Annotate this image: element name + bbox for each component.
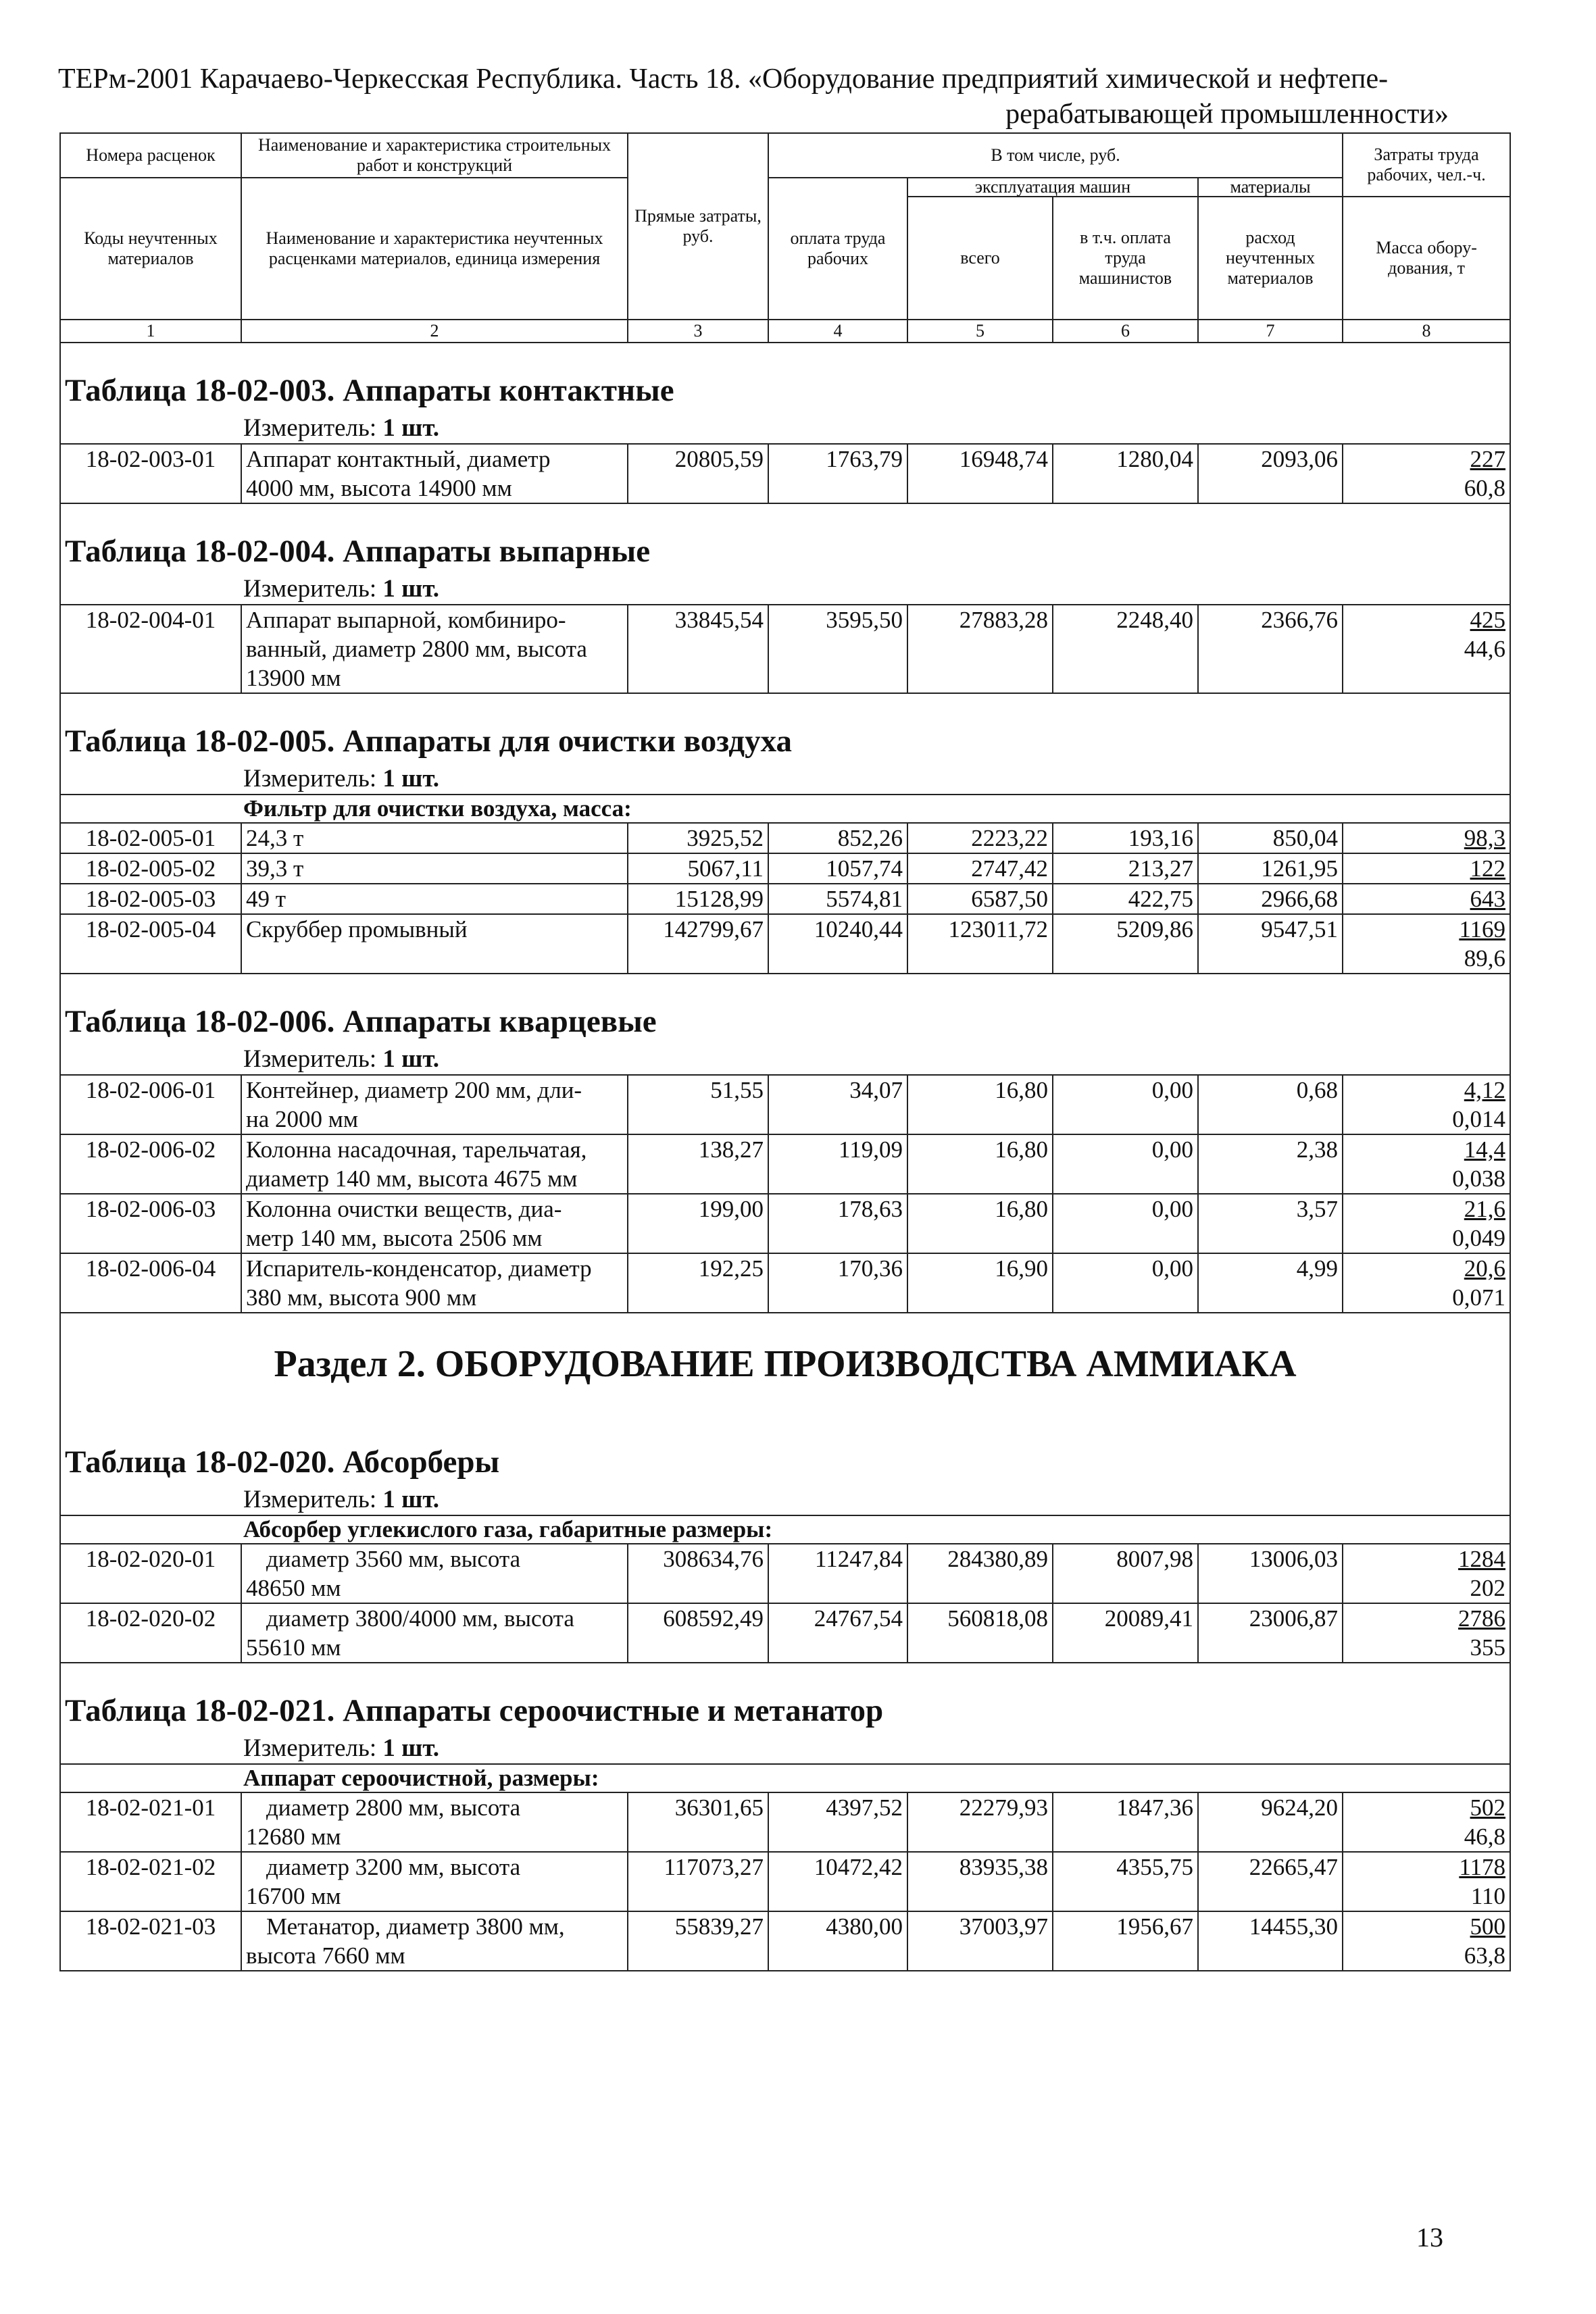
rate-name-line: диаметр 3200 мм, высота [266, 1854, 521, 1880]
rate-name-line: диаметр 3800/4000 мм, высота [266, 1605, 574, 1632]
rate-name-line: 39,3 т [246, 855, 304, 882]
labor-and-mass [1343, 823, 1510, 853]
mass-value: 0,038 [1452, 1165, 1506, 1192]
rate-name [241, 823, 628, 853]
table-title-row [60, 503, 1510, 574]
table-row [60, 853, 1510, 884]
section-title-row [60, 1313, 1510, 1415]
rate-code: 18-02-005-04 [60, 914, 241, 974]
measure-label: Измеритель: [243, 765, 377, 793]
value-c5: 22279,93 [907, 1792, 1053, 1852]
value-c4: 11247,84 [768, 1544, 907, 1603]
value-c3: 608592,49 [628, 1603, 768, 1663]
column-number: 6 [1053, 320, 1198, 343]
group-row [60, 1764, 1510, 1792]
rate-name-line: 4000 мм, высота 14900 мм [246, 475, 512, 501]
col8-top-header: Затраты труда рабочих, чел.-ч. [1343, 133, 1510, 197]
rate-name-line: диаметр 2800 мм, высота [266, 1794, 521, 1821]
rate-name [241, 444, 628, 503]
value-c3: 33845,54 [628, 605, 768, 693]
rate-name-line: Колонна очистки веществ, диа- [246, 1196, 562, 1222]
value-c4: 34,07 [768, 1075, 907, 1134]
value-c3: 192,25 [628, 1253, 768, 1313]
measure-text [60, 764, 1510, 795]
measure-value: 1 шт. [382, 575, 440, 603]
column-number: 5 [907, 320, 1053, 343]
rate-code: 18-02-005-02 [60, 853, 241, 884]
labor-value: 20,6 [1464, 1255, 1506, 1282]
value-c3: 51,55 [628, 1075, 768, 1134]
rate-code: 18-02-021-02 [60, 1852, 241, 1911]
value-c6: 4355,75 [1053, 1852, 1198, 1911]
labor-and-mass [1343, 1194, 1510, 1253]
labor-and-mass [1343, 1911, 1510, 1971]
labor-value: 1284 [1458, 1546, 1506, 1572]
rate-name [241, 1792, 628, 1852]
rate-name [241, 1134, 628, 1194]
rate-code: 18-02-021-03 [60, 1911, 241, 1971]
value-c6: 213,27 [1053, 853, 1198, 884]
col8-bottom-header: Масса обору-дования, т [1343, 197, 1510, 320]
rate-name-line: Колонна насадочная, тарельчатая, [246, 1136, 587, 1163]
table-row [60, 1792, 1510, 1852]
value-c4: 178,63 [768, 1194, 907, 1253]
measure-text [60, 1045, 1510, 1075]
column-number: 4 [768, 320, 907, 343]
labor-and-mass [1343, 1792, 1510, 1852]
labor-and-mass [1343, 1544, 1510, 1603]
group-label: Фильтр для очистки воздуха, масса: [60, 795, 1510, 823]
value-c7: 2366,76 [1198, 605, 1343, 693]
value-c4: 10472,42 [768, 1852, 907, 1911]
value-c4: 4397,52 [768, 1792, 907, 1852]
table-header-row-2 [60, 178, 1510, 197]
value-c3: 138,27 [628, 1134, 768, 1194]
value-c7: 13006,03 [1198, 1544, 1343, 1603]
value-c7: 14455,30 [1198, 1911, 1343, 1971]
labor-value: 502 [1470, 1794, 1506, 1821]
value-c7: 23006,87 [1198, 1603, 1343, 1663]
value-c5: 83935,38 [907, 1852, 1053, 1911]
rate-name-line: Контейнер, диаметр 200 мм, дли- [246, 1077, 582, 1103]
rate-code: 18-02-020-02 [60, 1603, 241, 1663]
value-c6: 1956,67 [1053, 1911, 1198, 1971]
section-title: Раздел 2. ОБОРУДОВАНИЕ ПРОИЗВОДСТВА АММИАКА [60, 1313, 1510, 1415]
col4-header: оплата труда рабочих [768, 178, 907, 320]
rate-name [241, 605, 628, 693]
value-c7: 9547,51 [1198, 914, 1343, 974]
column-number: 1 [60, 320, 241, 343]
measure-label: Измеритель: [243, 575, 377, 603]
value-c5: 560818,08 [907, 1603, 1053, 1663]
measure-label: Измеритель: [243, 414, 377, 442]
rate-name [241, 1603, 628, 1663]
rate-code: 18-02-006-02 [60, 1134, 241, 1194]
header-line-1: ТЕРм-2001 Карачаево-Черкесская Республика. Часть 18. «Оборудование предприятий химической и нефтепе- [58, 64, 1389, 95]
rate-name [241, 884, 628, 914]
value-c7: 2,38 [1198, 1134, 1343, 1194]
rate-name [241, 1544, 628, 1603]
value-c7: 9624,20 [1198, 1792, 1343, 1852]
labor-and-mass [1343, 1134, 1510, 1194]
rate-name-line: 380 мм, высота 900 мм [246, 1284, 477, 1311]
table-row [60, 1544, 1510, 1603]
labor-value: 643 [1470, 886, 1506, 912]
rate-code: 18-02-006-04 [60, 1253, 241, 1313]
header-line-2 [58, 97, 1449, 131]
table-row [60, 1194, 1510, 1253]
col2-bottom-header: Наименование и характеристика неучтенных расценками материалов, единица измерения [241, 178, 628, 320]
column-number: 7 [1198, 320, 1343, 343]
value-c6: 0,00 [1053, 1075, 1198, 1134]
value-c4: 24767,54 [768, 1603, 907, 1663]
labor-and-mass [1343, 605, 1510, 693]
labor-and-mass [1343, 914, 1510, 974]
labor-and-mass [1343, 1253, 1510, 1313]
measure-label: Измеритель: [243, 1045, 377, 1073]
value-c5: 27883,28 [907, 605, 1053, 693]
value-c5: 16,80 [907, 1134, 1053, 1194]
labor-and-mass [1343, 1603, 1510, 1663]
labor-value: 1169 [1459, 916, 1506, 942]
value-c6: 20089,41 [1053, 1603, 1198, 1663]
rate-name-line: диаметр 3560 мм, высота [266, 1546, 521, 1572]
rate-name-line: Аппарат контактный, диаметр [246, 446, 551, 472]
value-c7: 850,04 [1198, 823, 1343, 853]
value-c7: 4,99 [1198, 1253, 1343, 1313]
value-c5: 16948,74 [907, 444, 1053, 503]
table-title-row [60, 1663, 1510, 1734]
rate-name-line: на 2000 мм [246, 1106, 359, 1132]
rate-name-line: Испаритель-конденсатор, диаметр [246, 1255, 592, 1282]
table-row [60, 1852, 1510, 1911]
value-c7: 22665,47 [1198, 1852, 1343, 1911]
rate-name [241, 1852, 628, 1911]
measure-value: 1 шт. [382, 765, 440, 793]
rate-name [241, 1194, 628, 1253]
measure-row [60, 1045, 1510, 1075]
value-c6: 1280,04 [1053, 444, 1198, 503]
value-c4: 5574,81 [768, 884, 907, 914]
value-c3: 199,00 [628, 1194, 768, 1253]
rate-name-line: 12680 мм [246, 1823, 341, 1850]
labor-and-mass [1343, 853, 1510, 884]
labor-value: 98,3 [1464, 825, 1506, 851]
value-c3: 15128,99 [628, 884, 768, 914]
mass-value: 110 [1470, 1883, 1506, 1909]
value-c4: 1763,79 [768, 444, 907, 503]
rate-name-line: диаметр 140 мм, высота 4675 мм [246, 1165, 578, 1192]
value-c5: 2223,22 [907, 823, 1053, 853]
column-numbers-row [60, 320, 1510, 343]
labor-and-mass [1343, 1852, 1510, 1911]
measure-row [60, 1734, 1510, 1764]
mass-value: 0,014 [1452, 1106, 1506, 1132]
measure-value: 1 шт. [382, 1486, 440, 1513]
value-c5: 6587,50 [907, 884, 1053, 914]
rate-name-line: 55610 мм [246, 1634, 341, 1661]
measure-value: 1 шт. [382, 414, 440, 442]
table-title-row [60, 693, 1510, 764]
table-row [60, 444, 1510, 503]
mass-value: 0,049 [1452, 1225, 1506, 1251]
measure-label: Измеритель: [243, 1486, 377, 1513]
rate-code: 18-02-006-03 [60, 1194, 241, 1253]
group-row [60, 1515, 1510, 1544]
rate-name-line: ванный, диаметр 2800 мм, высота [246, 636, 587, 662]
mass-value: 46,8 [1464, 1823, 1506, 1850]
value-c6: 8007,98 [1053, 1544, 1198, 1603]
value-c6: 5209,86 [1053, 914, 1198, 974]
rate-name-line: 16700 мм [246, 1883, 341, 1909]
labor-value: 227 [1470, 446, 1506, 472]
labor-and-mass [1343, 1075, 1510, 1134]
mass-value: 63,8 [1464, 1942, 1506, 1969]
group-row [60, 795, 1510, 823]
table-title: Таблица 18-02-006. Аппараты кварцевые [60, 974, 1510, 1045]
rate-name [241, 853, 628, 884]
col1-bottom-header: Коды неучтенных материалов [60, 178, 241, 320]
measure-row [60, 413, 1510, 444]
col1-top-header: Номера расценок [60, 133, 241, 178]
group-header: В том числе, руб. [768, 133, 1343, 178]
rate-code: 18-02-021-01 [60, 1792, 241, 1852]
materials-header: материалы [1198, 178, 1343, 197]
column-number: 8 [1343, 320, 1510, 343]
value-c3: 55839,27 [628, 1911, 768, 1971]
labor-value: 122 [1470, 855, 1506, 882]
value-c3: 117073,27 [628, 1852, 768, 1911]
column-number: 3 [628, 320, 768, 343]
value-c5: 123011,72 [907, 914, 1053, 974]
value-c6: 0,00 [1053, 1253, 1198, 1313]
mass-value: 355 [1470, 1634, 1506, 1661]
value-c3: 308634,76 [628, 1544, 768, 1603]
labor-value: 21,6 [1464, 1196, 1506, 1222]
rate-name-line: высота 7660 мм [246, 1942, 405, 1969]
labor-value: 14,4 [1464, 1136, 1506, 1163]
col7-header: расход неучтенных материалов [1198, 197, 1343, 320]
rate-name-line: Метанатор, диаметр 3800 мм, [266, 1913, 565, 1940]
value-c5: 37003,97 [907, 1911, 1053, 1971]
table-title: Таблица 18-02-004. Аппараты выпарные [60, 503, 1510, 574]
rate-name-line: 13900 мм [246, 665, 341, 691]
value-c7: 0,68 [1198, 1075, 1343, 1134]
rate-code: 18-02-003-01 [60, 444, 241, 503]
value-c3: 142799,67 [628, 914, 768, 974]
measure-text [60, 413, 1510, 444]
rate-name-line: метр 140 мм, высота 2506 мм [246, 1225, 543, 1251]
mass-value: 0,071 [1452, 1284, 1506, 1311]
table-title: Таблица 18-02-020. Абсорберы [60, 1415, 1510, 1485]
value-c5: 16,80 [907, 1194, 1053, 1253]
column-number: 2 [241, 320, 628, 343]
machines-header: эксплуатация машин [907, 178, 1198, 197]
table-row [60, 1134, 1510, 1194]
value-c7: 3,57 [1198, 1194, 1343, 1253]
rate-code: 18-02-020-01 [60, 1544, 241, 1603]
labor-value: 4,12 [1464, 1077, 1506, 1103]
value-c4: 4380,00 [768, 1911, 907, 1971]
measure-value: 1 шт. [382, 1734, 440, 1762]
table-title: Таблица 18-02-021. Аппараты сероочистные и метанатор [60, 1663, 1510, 1734]
value-c4: 119,09 [768, 1134, 907, 1194]
value-c6: 422,75 [1053, 884, 1198, 914]
rate-code: 18-02-006-01 [60, 1075, 241, 1134]
rate-code: 18-02-005-01 [60, 823, 241, 853]
measure-text [60, 574, 1510, 605]
value-c6: 193,16 [1053, 823, 1198, 853]
rate-code: 18-02-005-03 [60, 884, 241, 914]
value-c5: 284380,89 [907, 1544, 1053, 1603]
rate-name-line: Аппарат выпарной, комбиниро- [246, 607, 566, 633]
value-c3: 20805,59 [628, 444, 768, 503]
table-row [60, 884, 1510, 914]
labor-value: 1178 [1459, 1854, 1506, 1880]
page-number: 13 [1416, 2222, 1443, 2253]
labor-value: 500 [1470, 1913, 1506, 1940]
mass-value: 202 [1470, 1575, 1506, 1601]
mass-value: 44,6 [1464, 636, 1506, 662]
value-c4: 3595,50 [768, 605, 907, 693]
measure-row [60, 1485, 1510, 1515]
rate-name [241, 1075, 628, 1134]
value-c6: 2248,40 [1053, 605, 1198, 693]
measure-row [60, 574, 1510, 605]
table-title-row [60, 1415, 1510, 1485]
table-title-row [60, 343, 1510, 413]
table-row [60, 1911, 1510, 1971]
table-row [60, 914, 1510, 974]
labor-value: 2786 [1458, 1605, 1506, 1632]
table-row [60, 823, 1510, 853]
table-title-row [60, 974, 1510, 1045]
value-c6: 1847,36 [1053, 1792, 1198, 1852]
rate-code: 18-02-004-01 [60, 605, 241, 693]
table-title: Таблица 18-02-003. Аппараты контактные [60, 343, 1510, 413]
mass-value: 60,8 [1464, 475, 1506, 501]
value-c5: 16,80 [907, 1075, 1053, 1134]
table-row [60, 1603, 1510, 1663]
value-c4: 10240,44 [768, 914, 907, 974]
value-c7: 2966,68 [1198, 884, 1343, 914]
rate-name-line: Скруббер промывный [246, 916, 468, 942]
value-c6: 0,00 [1053, 1194, 1198, 1253]
header-line-2-text: рерабатывающей промышленности» [1005, 99, 1449, 130]
value-c7: 2093,06 [1198, 444, 1343, 503]
labor-value: 425 [1470, 607, 1506, 633]
value-c5: 2747,42 [907, 853, 1053, 884]
table-title: Таблица 18-02-005. Аппараты для очистки воздуха [60, 693, 1510, 764]
value-c3: 36301,65 [628, 1792, 768, 1852]
labor-and-mass [1343, 444, 1510, 503]
value-c5: 16,90 [907, 1253, 1053, 1313]
measure-text [60, 1485, 1510, 1515]
value-c3: 3925,52 [628, 823, 768, 853]
measure-value: 1 шт. [382, 1045, 440, 1073]
rate-name [241, 914, 628, 974]
group-label: Аппарат сероочистной, размеры: [60, 1764, 1510, 1792]
value-c3: 5067,11 [628, 853, 768, 884]
col6-header: в т.ч. оплата труда машинистов [1053, 197, 1198, 320]
table-row [60, 1075, 1510, 1134]
table-row [60, 605, 1510, 693]
measure-row [60, 764, 1510, 795]
value-c6: 0,00 [1053, 1134, 1198, 1194]
labor-and-mass [1343, 884, 1510, 914]
value-c4: 852,26 [768, 823, 907, 853]
col3-header: Прямые затраты, руб. [628, 133, 768, 320]
mass-value: 89,6 [1464, 945, 1506, 972]
col2-top-header: Наименование и характеристика строительных работ и конструкций [241, 133, 628, 178]
rate-name [241, 1253, 628, 1313]
rate-name-line: 48650 мм [246, 1575, 341, 1601]
rates-table [59, 132, 1511, 1971]
col5-header: всего [907, 197, 1053, 320]
measure-label: Измеритель: [243, 1734, 377, 1762]
value-c7: 1261,95 [1198, 853, 1343, 884]
value-c4: 1057,74 [768, 853, 907, 884]
rate-name-line: 49 т [246, 886, 286, 912]
rate-name-line: 24,3 т [246, 825, 304, 851]
table-header-row-1 [60, 133, 1510, 178]
group-label: Абсорбер углекислого газа, габаритные размеры: [60, 1515, 1510, 1544]
measure-text [60, 1734, 1510, 1764]
rate-name [241, 1911, 628, 1971]
table-row [60, 1253, 1510, 1313]
value-c4: 170,36 [768, 1253, 907, 1313]
